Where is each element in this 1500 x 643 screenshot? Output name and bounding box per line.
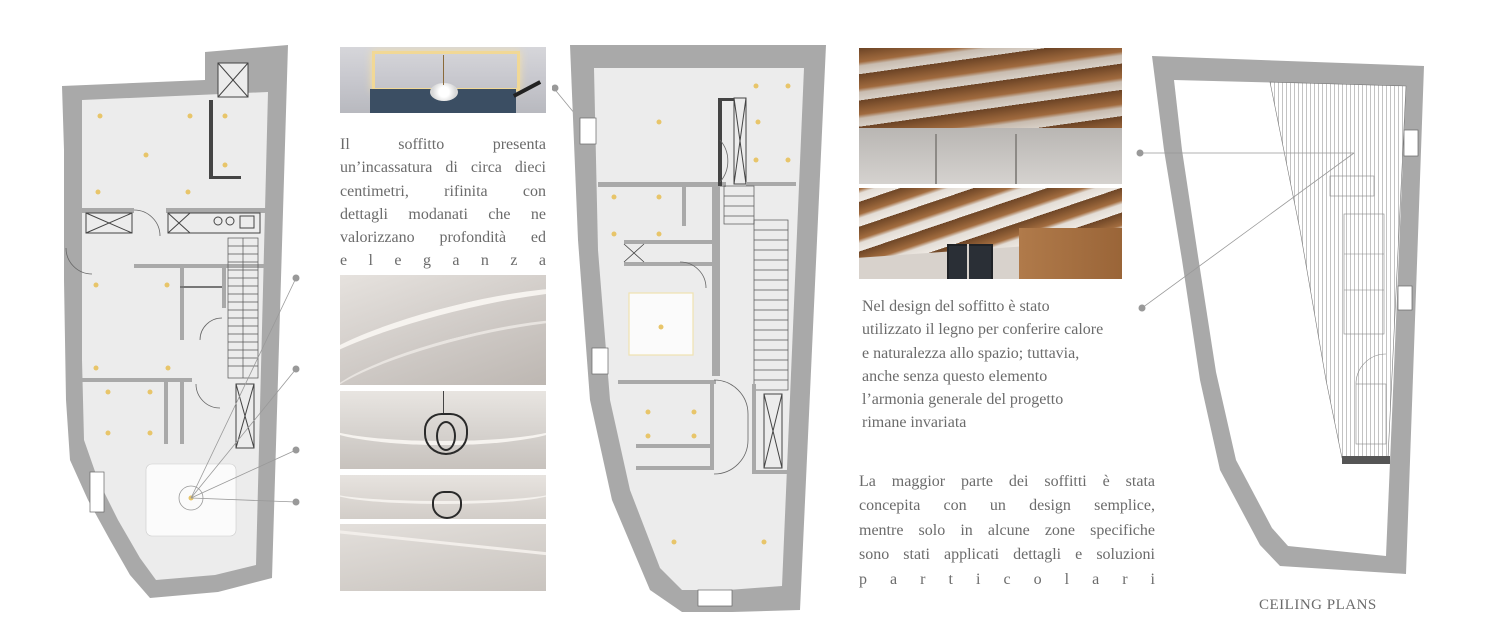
chandelier-render-2 xyxy=(340,475,546,519)
text-line: anche senza questo elemento xyxy=(862,367,1048,385)
ceiling-plans-caption: CEILING PLANS xyxy=(1259,597,1377,613)
text-line: concepita con un design semplice, xyxy=(859,497,1155,515)
text-line: sono stati applicati dettagli e soluzioni xyxy=(859,546,1155,564)
text-line: La maggior parte dei soffitti è stata xyxy=(859,473,1155,490)
text-line: e l e g a n z a xyxy=(340,252,546,270)
text-line: p a r t i c o l a r i xyxy=(859,570,1155,588)
ceiling-plan-middle xyxy=(552,0,842,643)
text-line: e naturalezza allo spazio; tuttavia, xyxy=(862,344,1080,362)
recessed-ceiling-render xyxy=(340,47,546,113)
wood-ceiling-description xyxy=(862,295,1162,435)
text-line: Il soffitto presenta xyxy=(340,136,546,153)
text-line: centimetri, rifinita con xyxy=(340,182,546,200)
ceiling-plan-right xyxy=(1130,0,1430,643)
wood-beam-ceiling-render-2 xyxy=(859,188,1122,279)
molding-detail-render-2 xyxy=(340,524,546,591)
wood-beam-ceiling-render-1 xyxy=(859,48,1122,184)
text-line: mentre solo in alcune zone specifiche xyxy=(859,521,1155,539)
text-line: rimane invariata xyxy=(862,414,967,432)
simple-ceiling-description xyxy=(859,470,1155,592)
text-line: Nel design del soffitto è stato xyxy=(862,298,1050,315)
ceiling-plan-left xyxy=(0,0,320,643)
molding-detail-render-1 xyxy=(340,275,546,385)
text-line: utilizzato il legno per conferire calore xyxy=(862,321,1104,339)
text-line: valorizzano profondità ed xyxy=(340,229,546,247)
chandelier-render-1 xyxy=(340,391,546,469)
text-line: un’incassatura di circa dieci xyxy=(340,159,546,177)
ceiling-recess-description xyxy=(340,133,546,273)
text-line: l’armonia generale del progetto xyxy=(862,391,1064,409)
text-line: dettagli modanati che ne xyxy=(340,205,546,223)
